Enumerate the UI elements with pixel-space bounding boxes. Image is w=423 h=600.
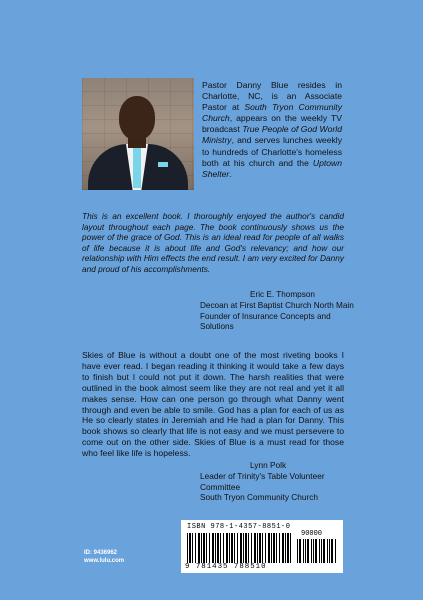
barcode-digits: 9 781435 788510: [185, 563, 267, 571]
review-2-affiliation: South Tryon Community Church: [200, 492, 319, 503]
review-1-signature: [200, 290, 360, 333]
review-2-title: Leader of Trinity's Table Volunteer Committee: [200, 470, 325, 492]
review-1-affiliation: Founder of Insurance Concepts and Solutions: [200, 311, 331, 332]
review-2-text: Skies of Blue is without a doubt one of the most riveting books I have ever read. I began reading it thinking it would take a few days to finish but I could not put it down. The harsh realities that were outlined in the book almost seem like they are not real and yet it all makes sense. How can one person go through what Danny went through and even be able to smile. God has a plan for each of us as He so clearly states in Jeremiah and He had a plan for Danny. This book shows so clearly that life is not easy and we must persevere to come out on the other side. Skies of Blue is a must read for those who feel like life is hopeless.: [82, 350, 344, 459]
review-1-name: Eric E. Thompson: [250, 290, 315, 299]
tv-show-name: True People of God World Ministry: [202, 124, 342, 146]
isbn-barcode: [181, 520, 343, 573]
review-2-name: Lynn Polk: [250, 460, 287, 470]
shelter-name: Uptown Shelter: [202, 157, 342, 179]
author-bio: Pastor Danny Blue resides in Charlotte, NC, is an Associate Pastor at South Tryon Community Church, appears on the weekly TV broadcast True People of God World Ministry, and serves lunches weekly to hundreds of Charlotte's homeless both at his church and the Uptown Shelter.: [202, 80, 342, 179]
author-photo: [82, 78, 194, 190]
review-1-title: Decoan at First Baptist Church North Main: [200, 300, 354, 310]
addon-barcode-bars: [297, 539, 337, 563]
review-2-signature: [200, 460, 360, 503]
price-code: 90000: [301, 530, 323, 538]
church-name: South Tryon Community Church: [202, 102, 342, 124]
isbn-number: ISBN 978-1-4357-8851-0: [187, 523, 291, 531]
barcode-bars: [187, 533, 291, 563]
product-id: ID: 9436962: [84, 550, 118, 556]
publisher-info: [84, 549, 124, 565]
review-1-text: This is an excellent book. I thoroughly enjoyed the author's candid layout throughout each page. The book continuously shows us the power of the grace of God. This is an ideal read for people of all walks of life because it is about life and God's relevancy; and how our relationship with Him effects the end result. I am very excited for Danny and proud of his accomplishments.: [82, 211, 344, 274]
publisher-site: www.lulu.com: [84, 558, 125, 564]
